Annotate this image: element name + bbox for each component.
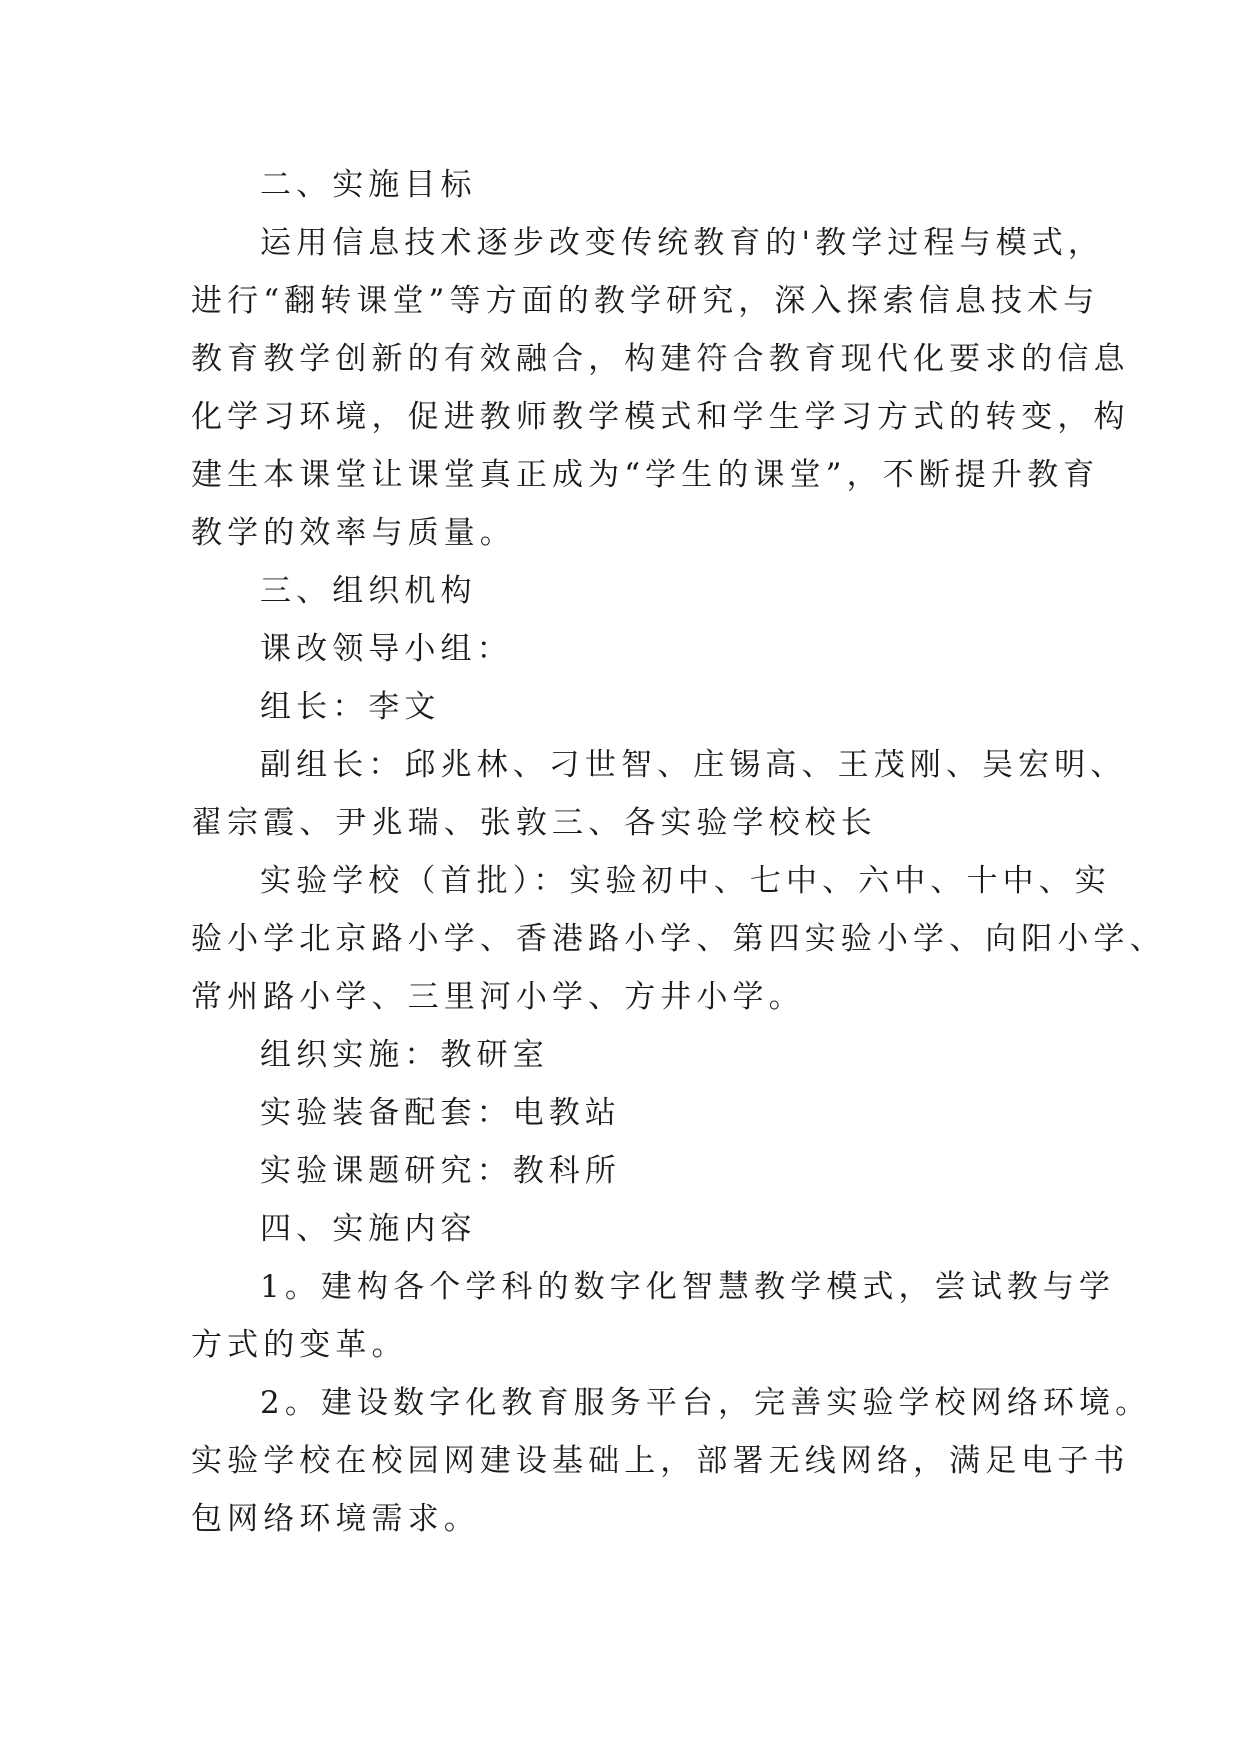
paragraph-line: 教育教学创新的有效融合，构建符合教育现代化要求的信息 [191,341,1130,377]
paragraph-line: 实验课题研究：教科所 [260,1153,621,1189]
paragraph-line: 1。建构各个学科的数字化智慧教学模式，尝试教与学 [260,1269,1116,1305]
paragraph-line: 组长：李文 [260,689,441,725]
paragraph-line: 2。建设数字化教育服务平台，完善实验学校网络环境。 [260,1385,1152,1421]
section-heading-organization: 三、组织机构 [260,573,477,609]
document-body [191,156,1166,1548]
paragraph-line: 实验装备配套：电教站 [260,1095,621,1131]
paragraph-line: 课改领导小组： [260,631,513,667]
paragraph-line: 翟宗霞、尹兆瑞、张敦三、各实验学校校长 [191,805,877,841]
paragraph-line: 运用信息技术逐步改变传统教育的'教学过程与模式， [260,225,1104,261]
paragraph-line: 实验学校（首批）：实验初中、七中、六中、十中、实 [260,863,1111,899]
section-heading-content: 四、实施内容 [260,1211,477,1247]
paragraph-line: 教学的效率与质量。 [191,515,516,551]
paragraph-line: 组织实施：教研室 [260,1037,549,1073]
paragraph-line: 副组长：邱兆林、刁世智、庄锡高、王茂刚、吴宏明、 [260,747,1127,783]
paragraph-line: 验小学北京路小学、香港路小学、第四实验小学、向阳小学、 [191,921,1166,957]
paragraph-line: 常州路小学、三里河小学、方井小学。 [191,979,805,1015]
paragraph-line: 建生本课堂让课堂真正成为“学生的课堂”，不断提升教育 [191,457,1100,493]
paragraph-line: 进行“翻转课堂”等方面的教学研究，深入探索信息技术与 [191,283,1100,319]
paragraph-line: 化学习环境，促进教师教学模式和学生学习方式的转变，构 [191,399,1130,435]
section-heading-objectives: 二、实施目标 [260,167,477,203]
paragraph-line: 实验学校在校园网建设基础上，部署无线网络，满足电子书 [191,1443,1130,1479]
paragraph-line: 包网络环境需求。 [191,1501,480,1537]
paragraph-line: 方式的变革。 [191,1327,408,1363]
